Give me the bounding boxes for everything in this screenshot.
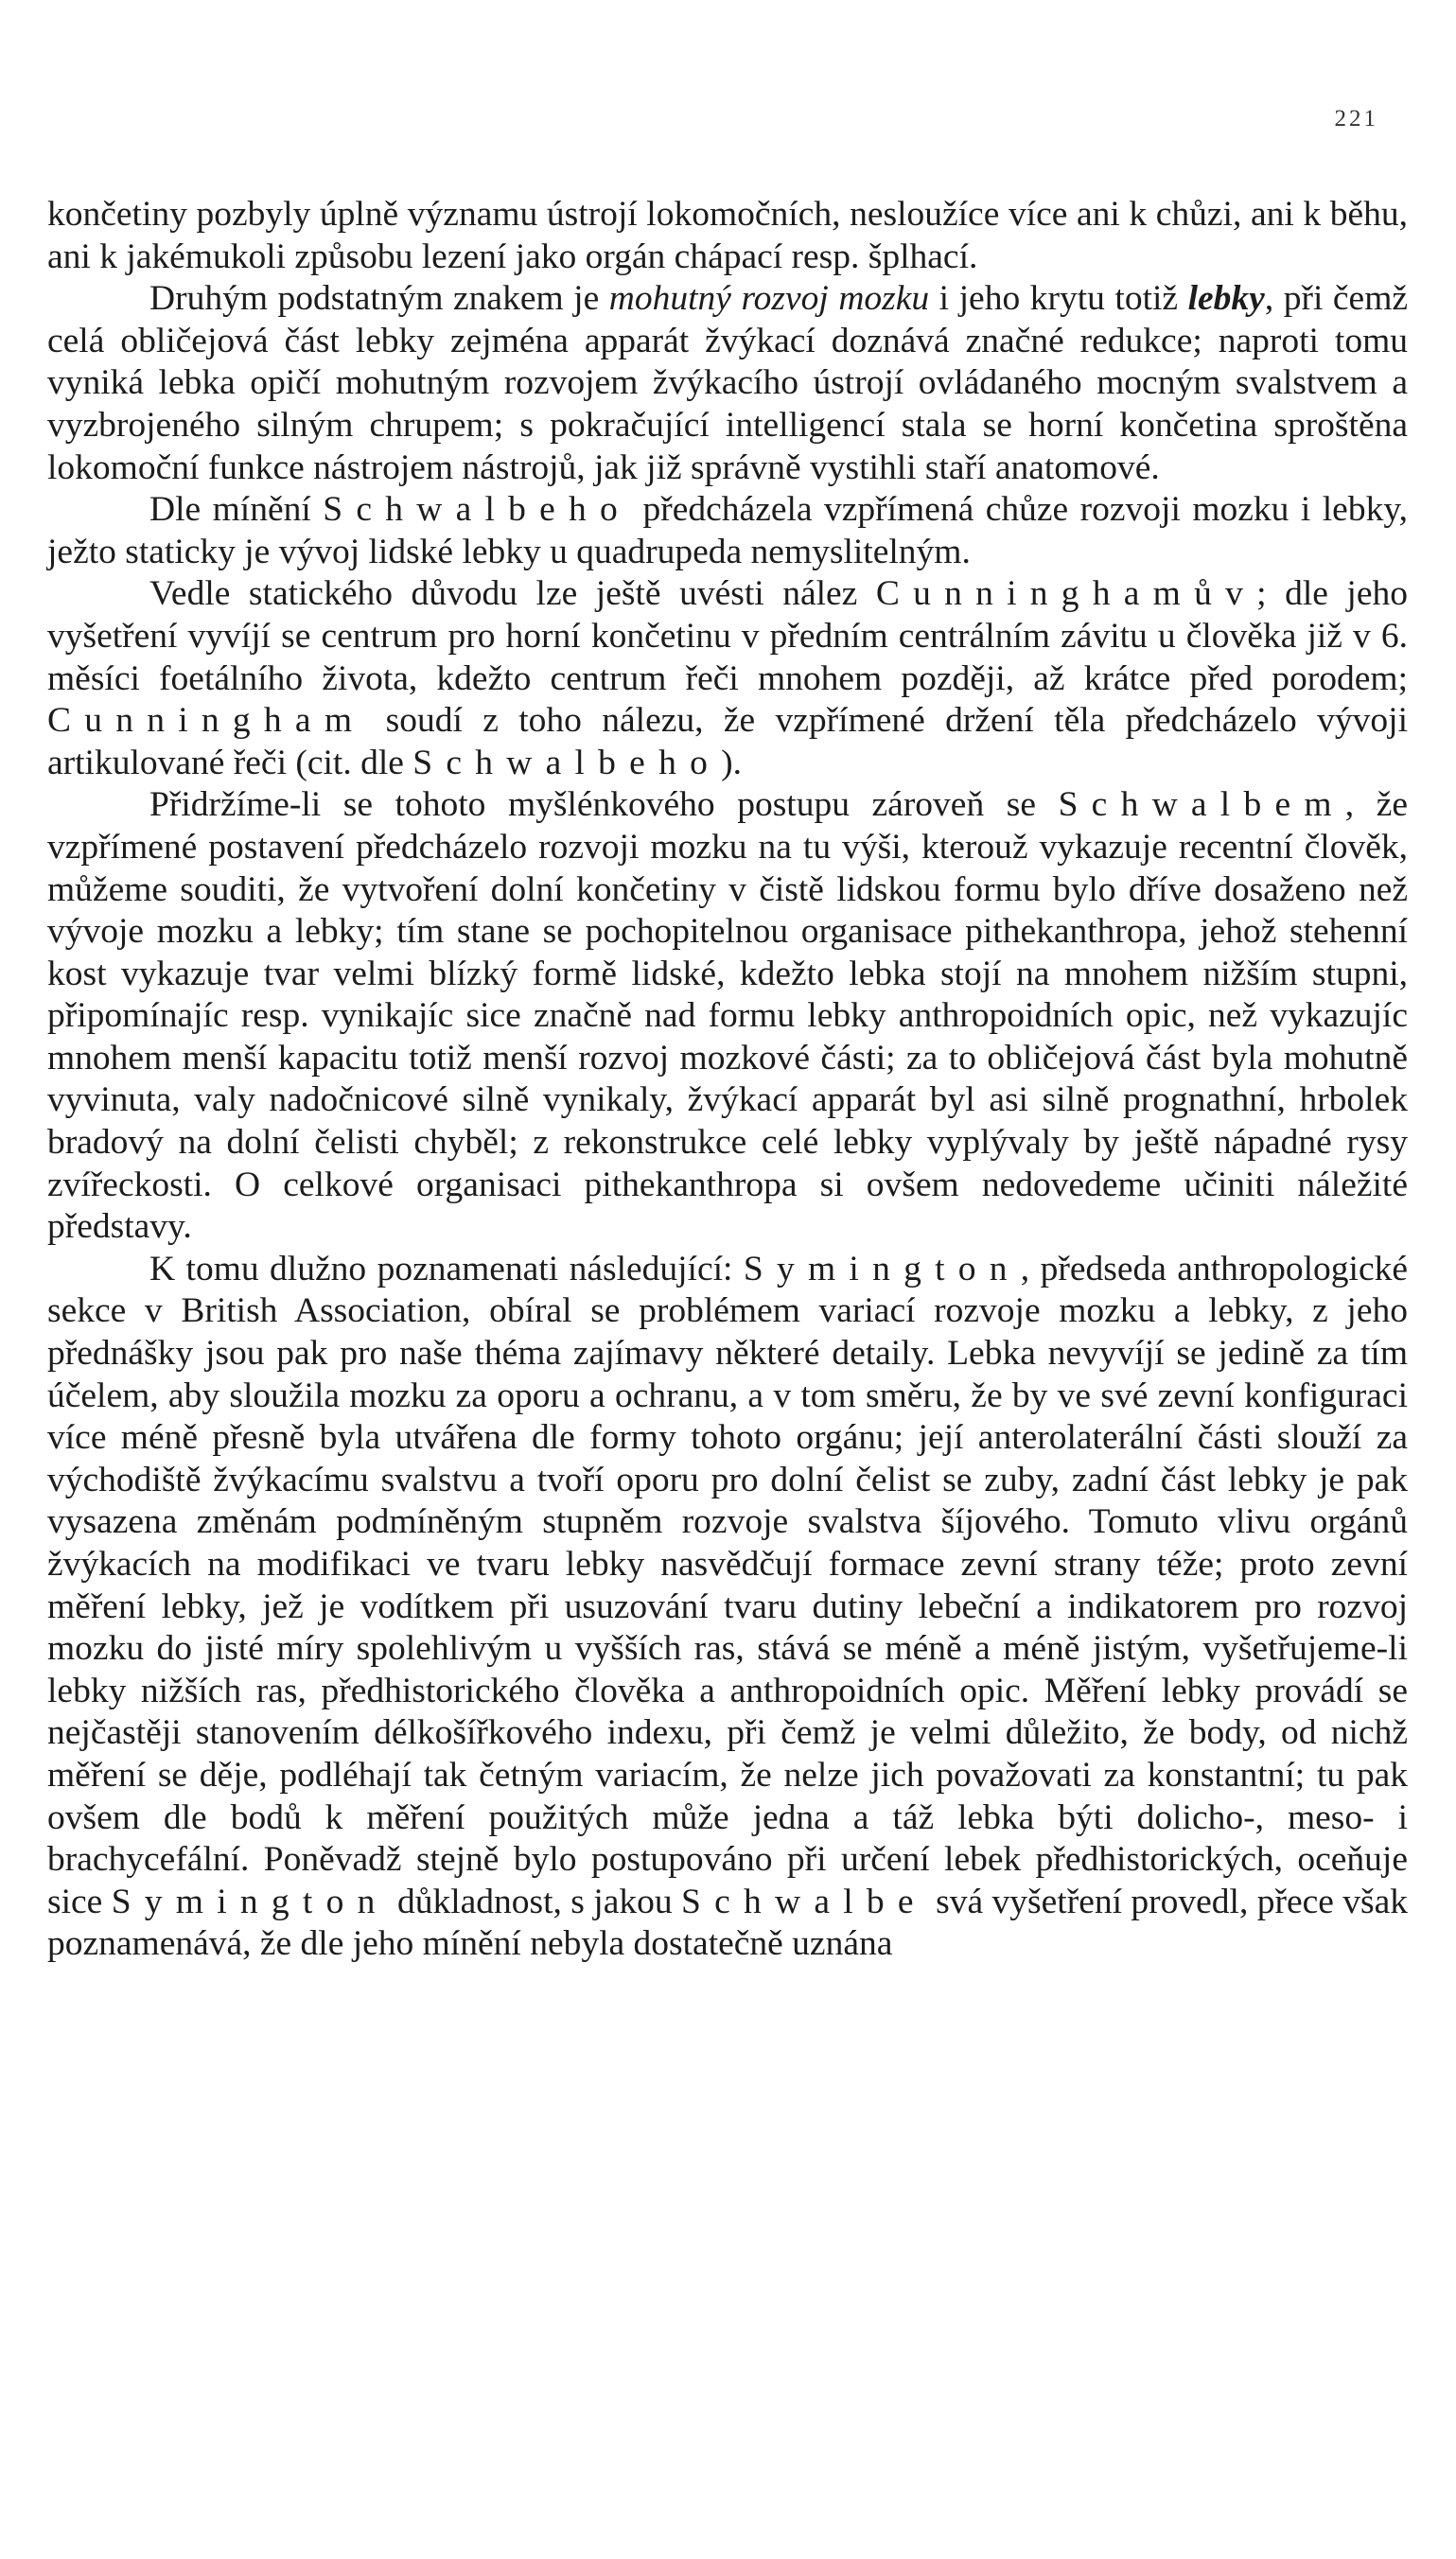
emphasized-text: mohutný rozvoj mozku <box>608 279 930 319</box>
text-run: předcházela vzpřímená chůze rozvoji mozku i lebky, ježto staticky je vývoj lidské lebky u quadrupeda nemyslitelným. <box>47 490 1409 571</box>
paragraph <box>47 573 1408 784</box>
text-run: Vedle statického důvodu lze ještě uvésti nález <box>149 574 876 614</box>
paragraph <box>47 1249 1408 1966</box>
emphasized-text: Cunninghamův <box>875 574 1257 614</box>
text-run: svá vyšetření provedl, přece však poznamenává, že dle jeho mínění nebyla dostatečně uznána <box>47 1882 1409 1964</box>
paragraph <box>47 278 1408 489</box>
paragraph <box>47 784 1408 1249</box>
text-run: končetiny pozbyly úplně významu ústrojí lokomočních, nesloužíce více ani k chůzi, ani k běhu, ani k jakémukoli způsobu lezení jako orgán chápací resp. šplhací. <box>47 195 1408 276</box>
text-run: K tomu dlužno poznamenati následující: <box>149 1249 744 1288</box>
text-run: Druhým podstatným znakem je <box>149 279 609 319</box>
emphasized-text: Schwalbeho <box>412 743 722 782</box>
paragraph <box>47 194 1408 278</box>
text-run: , že vzpřímené postavení předcházelo rozvoji mozku na tu výši, kterouž vykazuje recentní člověk, můžeme souditi, že vytvoření dolní končetiny v čistě lidskou formu bylo dříve dosaženo než vývoje mozku a lebky; tím stane se pochopitelnou organisace pithekanthropa, jehož stehenní kost vykazuje tvar velmi blízký formě lidské, kdežto lebka stojí na mnohem nižším stupni, připomínajíc resp. vynikajíc sice značně nad formu lebky anthropoidních opic, než vykazujíc mnohem menší kapacitu totiž menší rozvoj mozkové části; za to obličejová část byla mohutně vyvinuta, valy nadočnicové silně vynikaly, žvýkací apparát byl asi silně prognathní, hrbolek bradový na dolní čelisti chyběl; z rekonstrukce celé lebky vyplývaly by ještě nápadné rysy zvířeckosti. O celkové organisaci pithekanthropa si ovšem nedovedeme učiniti náležité představy. <box>47 785 1408 1247</box>
emphasized-text: Schwalbe <box>681 1882 927 1921</box>
text-run: i jeho krytu totiž <box>929 279 1188 319</box>
paragraph <box>47 489 1408 573</box>
text-run: ; dle jeho vyšetření vyvíjí se centrum pro horní končetinu v předním centrálním závitu u člověka již v 6. měsíci foetálního života, kdežto centrum řeči mnohem později, až krátce před porodem; <box>47 574 1408 698</box>
text-run: , při čemž celá obličejová část lebky zejména apparát žvýkací doznává značné redukce; naproti tomu vyniká lebka opičí mohutným rozvojem žvýkacího ústrojí ovládaného mocným svalstvem a vyzbrojeného silným chrupem; s pokračující intelligencí stala se horní končetina sproštěna lokomoční funkce nástrojem nástrojů, jak již správně vystihli staří anatomové. <box>47 279 1409 487</box>
text-run: Přidržíme-li se tohoto myšlénkového postupu zároveň se <box>149 785 1059 825</box>
text-run: ). <box>721 743 742 782</box>
emphasized-text: Symington <box>111 1882 389 1921</box>
emphasized-text: Cunningham <box>47 701 366 741</box>
emphasized-text: lebky <box>1187 279 1265 319</box>
body-text <box>47 194 1408 1966</box>
emphasized-text: Symington <box>743 1249 1021 1288</box>
text-run: Dle mínění <box>149 490 324 530</box>
page-number: 221 <box>1334 106 1378 131</box>
text-run: důkladnost, s jakou <box>388 1882 681 1921</box>
emphasized-text: Schwalbeho <box>323 490 632 530</box>
text-run: soudí z toho nálezu, že vzpřímené držení těla předcházelo vývoji artikulované řeči (cit. dle <box>47 701 1408 782</box>
emphasized-text: Schwalbem <box>1058 785 1345 825</box>
text-run: , předseda anthropologické sekce v British Association, obíral se problémem variací rozvoje mozku a lebky, z jeho přednášky jsou pak pro naše théma zajímavy některé detaily. Lebka nevyvíjí se jedině za tím účelem, aby sloužila mozku za oporu a ochranu, a v tom směru, že by ve své zevní konfiguraci více méně přesně byla utvářena dle formy tohoto orgánu; její anterolaterální části slouží za východiště žvýkacímu svalstvu a tvoří oporu pro dolní čelist se zuby, zadní část lebky je pak vysazena změnám podmíněným stupněm rozvoje svalstva šíjového. Tomuto vlivu orgánů žvýkacích na modifikaci ve tvaru lebky nasvědčují formace zevní strany téže; proto zevní měření lebky, jež je vodítkem při usuzování tvaru dutiny lebeční a indikatorem pro rozvoj mozku do jisté míry spolehlivým u vyšších ras, stává se méně a méně jistým, vyšetřujeme-li lebky nižších ras, předhistorického člověka a anthropoidních opic. Měření lebky provádí se nejčastěji stanovením délkošířkového indexu, při čemž je velmi důležito, že body, od nichž měření se děje, podléhají tak četným variacím, že nelze jich považovati za konstantní; tu pak ovšem dle bodů k měření použitých může jedna a táž lebka býti dolicho-, meso- i brachycefální. Poněvadž stejně bylo postupováno při určení lebek předhistorických, oceňuje sice <box>47 1249 1408 1921</box>
